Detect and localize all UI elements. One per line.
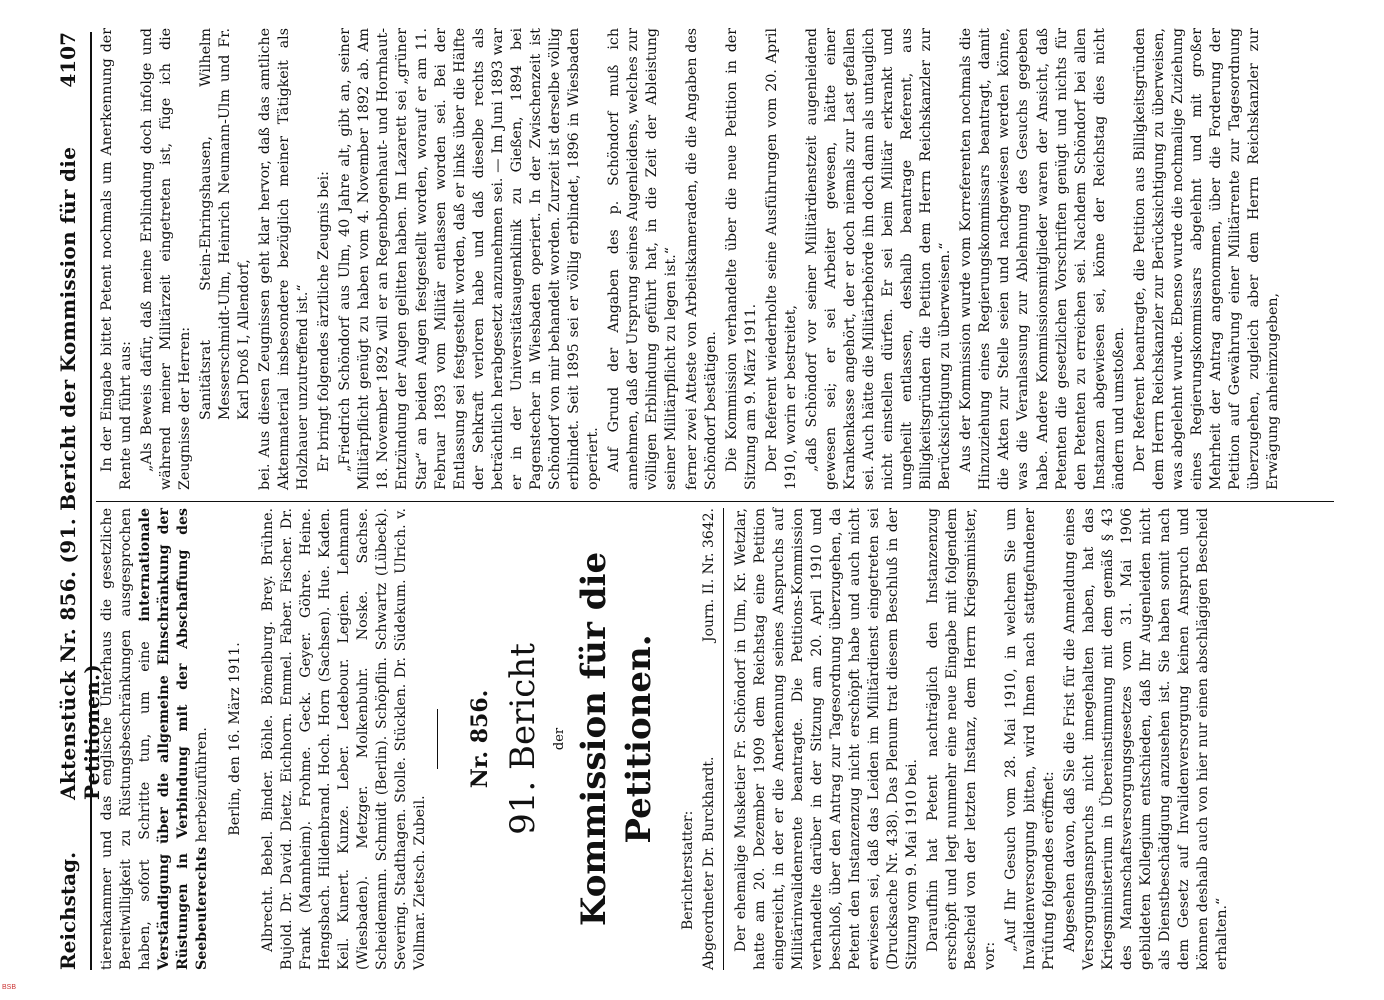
digitization-credit <box>1362 10 1378 990</box>
right-paragraph-12: Der Referent beantragte, die Petition aus Billigkeitsgründen dem Herrn Reichskanzler zur Berücksichtigung zu überweisen, was abgelehnt wurde. Ebenso wurde die nochmalige Zuziehung eines Regierungskommissars abgelehnt und mit großer Mehrheit der Antrag angenommen, über die Forderung der Petition auf Gewährung einer Militärrente zur Tagesordnung überzugehen, zugleich aber dem Herrn Reichskanzler zur Erwägung anheimzugeben, <box>1131 28 1281 490</box>
header-center: Aktenstück Nr. 856. (91. Bericht der Kommission für die Petitionen.) <box>56 146 104 800</box>
signers-list: Albrecht. Bebel. Binder. Böhle. Bömelburg. Brey. Brühne. Bujold. Dr. David. Dietz. Eichhorn. Emmel. Faber. Fischer. Dr. Frank (Mannheim). Frohme. Geck. Geyer. Göhre. Heine. Hengsbach. Hildenbrand. Hoch. Horn (Sachsen). Hue. Kaden. Keil. Kunert. Kunze. Leber. Ledebour. Legien. Lehmann (Wiesbaden). Metzger. Molkenbuhr. Noske. Sachse. Scheidemann. Schmidt (Berlin). Schöpflin. Schwartz (Lübeck). Severing. Stadthagen. Stolle. Stücklen. Dr. Südekum. Ulrich. v. Vollmar. Zietsch. Zubeil. <box>260 508 429 970</box>
report-title: 91. Bericht <box>502 643 543 835</box>
rapporteur-label-row <box>679 508 698 970</box>
left-column <box>98 508 1234 970</box>
right-paragraph-1: In der Eingabe bittet Petent nochmals um Anerkennung der Rente und führt aus: <box>99 28 135 490</box>
right-paragraph-5: „Friedrich Schöndorf aus Ulm, 40 Jahre alt, gibt an, seiner Militärpflicht genügt zu haben vom 4. November 1892 ab. Am 18. November 1892 will er an Regenbogenhaut- und Hornhaut-Entzündung der Augen gelitten haben. Im Lazarett sei „grüner Star“ an beiden Augen festgestellt worden, worauf er am 11. Februar 1893 vom Militär entlassen worden sei. Bei der Entlassung sei festgestellt worden, daß er links über die Hälfte der Sehkraft verloren habe und daß dieselbe rechts als beträchtlich herabgesetzt anzunehmen sei. — Im Juni 1893 war er in der Universitätsaugenklinik zu Gießen, 1894 bei Pagenstecher in Wiesbaden operiert. In der Zwischenzeit ist Schöndorf von mir behandelt worden. Zurzeit ist derselbe völlig erblindet. Seit 1895 sei er völlig erblindet, 1896 in Wiesbaden operiert. <box>337 28 601 490</box>
right-paragraph-9: Der Referent wiederholte seine Ausführungen vom 20. April 1910, worin er bestreitet, <box>764 28 800 490</box>
page-header <box>50 32 104 970</box>
date-line: Berlin, den 16. März 1911. <box>227 642 244 836</box>
text-run: herbeizuführen. <box>194 727 211 847</box>
rapporteur-row <box>700 508 724 970</box>
library-mark: BSB <box>2 984 17 991</box>
right-paragraph-6: Auf Grund der Angaben des p. Schöndorf muß ich annehmen, daß der Ursprung seines Augenleidens, welches zur völligen Erblindung geführt hat, in die Zeit der Ableistung seiner Militärpflicht zu legen ist.“ <box>605 28 679 490</box>
divider <box>437 709 438 769</box>
rapporteur-name: Abgeordneter Dr. Burckhardt. <box>700 756 717 970</box>
right-paragraph-10: „daß Schöndorf vor seiner Militärdienstzeit augenleidend gewesen sei; er sei Arbeiter gewesen, hätte einer Krankenkasse angehört, der er doch niemals zur Last gefallen sei. Auch hätte die Militärbehörde ihn doch dann als untauglich nicht einstellen dürfen. Er sei beim Militär erkrankt und ungeheilt entlassen, deshalb beantrage Referent, aus Billigkeitsgründen die Petition dem Herrn Reichskanzler zur Berücksichtigung zu überweisen.“ <box>804 28 954 490</box>
column-divider <box>96 501 1334 502</box>
header-left: Reichstag. <box>56 851 80 970</box>
left-paragraph-4: „Auf Ihr Gesuch vom 28. Mai 1910, in welchem Sie um Invalidenversorgung bitten, wird Ihnen nach stattgefundener Prüfung folgendes eröffnet: <box>1002 508 1058 970</box>
rotated-page <box>50 20 1338 980</box>
document-number: Nr. 856. <box>466 689 493 789</box>
right-paragraph-8: Die Kommission verhandelte über die neue Petition in der Sitzung am 9. März 1911. <box>724 28 760 490</box>
right-paragraph-7: ferner zwei Atteste von Arbeitskameraden, die die Angaben des Schöndorf bestätigen. <box>683 28 719 490</box>
title-connector: der <box>551 727 567 751</box>
page-number: 4107 <box>56 32 80 88</box>
left-paragraph-3: Daraufhin hat Petent nachträglich den Instanzenzug erschöpft und legt nunmehr eine neue Eingabe mit folgendem Bescheid von der letzten Instanz, dem Herrn Kriegsminister, vor: <box>924 508 998 970</box>
left-paragraph-2: Der ehemalige Musketier Fr. Schöndorf in Ulm, Kr. Wetzlar, hatte am 20. Dezember 1909 dem Reichstag eine Petition eingereicht, in der er die Anerkennung seines Anspruchs auf Militärinvalidenrente beantragte. Die Petitions-Kommission verhandelte darüber in der Sitzung am 20. April 1910 und beschloß, über den Antrag zur Tagesordnung überzugehen, da Petent den Instanzenzug nicht erschöpft habe und auch nicht erwiesen sei, daß das Leiden im Militärdienst eingetreten sei (Drucksache Nr. 438). Das Plenum trat diesem Beschluß in der Sitzung vom 9. Mai 1910 bei. <box>732 508 920 970</box>
right-paragraph-3: bei. Aus diesen Zeugnissen geht klar hervor, daß das amtliche Aktenmaterial insbesondere bezüglich meiner Tätigkeit als Holzhauer unzutreffend ist.“ <box>257 28 312 490</box>
rapporteur-label: Berichterstatter: <box>680 810 697 930</box>
witness-names: Sanitätsrat Stein-Ehringshausen, Wilhelm Messerschmidt-Ulm, Heinrich Neumann-Ulm und Fr. Karl Droß I, Allendorf, <box>198 28 253 420</box>
right-paragraph-4: Er bringt folgendes ärztliche Zeugnis bei: <box>316 171 333 472</box>
right-paragraph-2: „Als Beweis dafür, daß meine Erblindung doch infolge und während meiner Militärzeit eingetreten ist, füge ich die Zeugnisse der Herren: <box>139 28 194 490</box>
left-paragraph-1 <box>98 508 212 970</box>
left-paragraph-5: Abgesehen davon, daß Sie die Frist für die Anmeldung eines Versorgungsanspruchs nicht innegehalten haben, hat das Kriegsministerium in Übereinstimmung mit dem gemäß § 43 des Mannschaftsversorgungsgesetzes vom 31. Mai 1906 gebildeten Kollegium entschieden, daß Ihr Augenleiden nicht als Dienstbeschädigung anzusehen ist. Sie haben somit nach dem Gesetz auf Invalidenversorgung keinen Anspruch und können deshalb auch von hier nur einen abschlägigen Bescheid erhalten.“ <box>1062 508 1231 970</box>
commission-title: Kommission für die Petitionen. <box>573 551 660 927</box>
right-paragraph-11: Aus der Kommission wurde vom Korreferenten nochmals die Hinzuziehung eines Regierungskommissars beantragt, damit die Akten zur Stelle seien und nachgewiesen werden könne, was die Veranlassung zur Ablehnung des Gesuchs gegeben habe. Andere Kommissionsmitglieder waren der Ansicht, daß Petenten die gesetzlichen Vorschriften genügt und nichts für den Petenten zu erreichen sei. Nachdem Schöndorf bei allen Instanzen abgewiesen sei, könne der Reichstag dies nicht ändern und umstoßen. <box>958 28 1127 490</box>
journal-number: Journ. II. Nr. 3642. <box>700 508 717 643</box>
right-column <box>98 28 1285 490</box>
bold-text-run: internationale Verständigung über die allgemeine Einschränkung der Rüstungen in Verbindung mit der Abschaffung des Seebeuterechts <box>137 508 211 970</box>
text-run: tierenkammer und das englische Unterhaus die gesetzliche Bereitwilligkeit zu Rüstungsbeschränkungen ausgesprochen haben, sofort Schritte tun, um eine <box>99 508 154 970</box>
